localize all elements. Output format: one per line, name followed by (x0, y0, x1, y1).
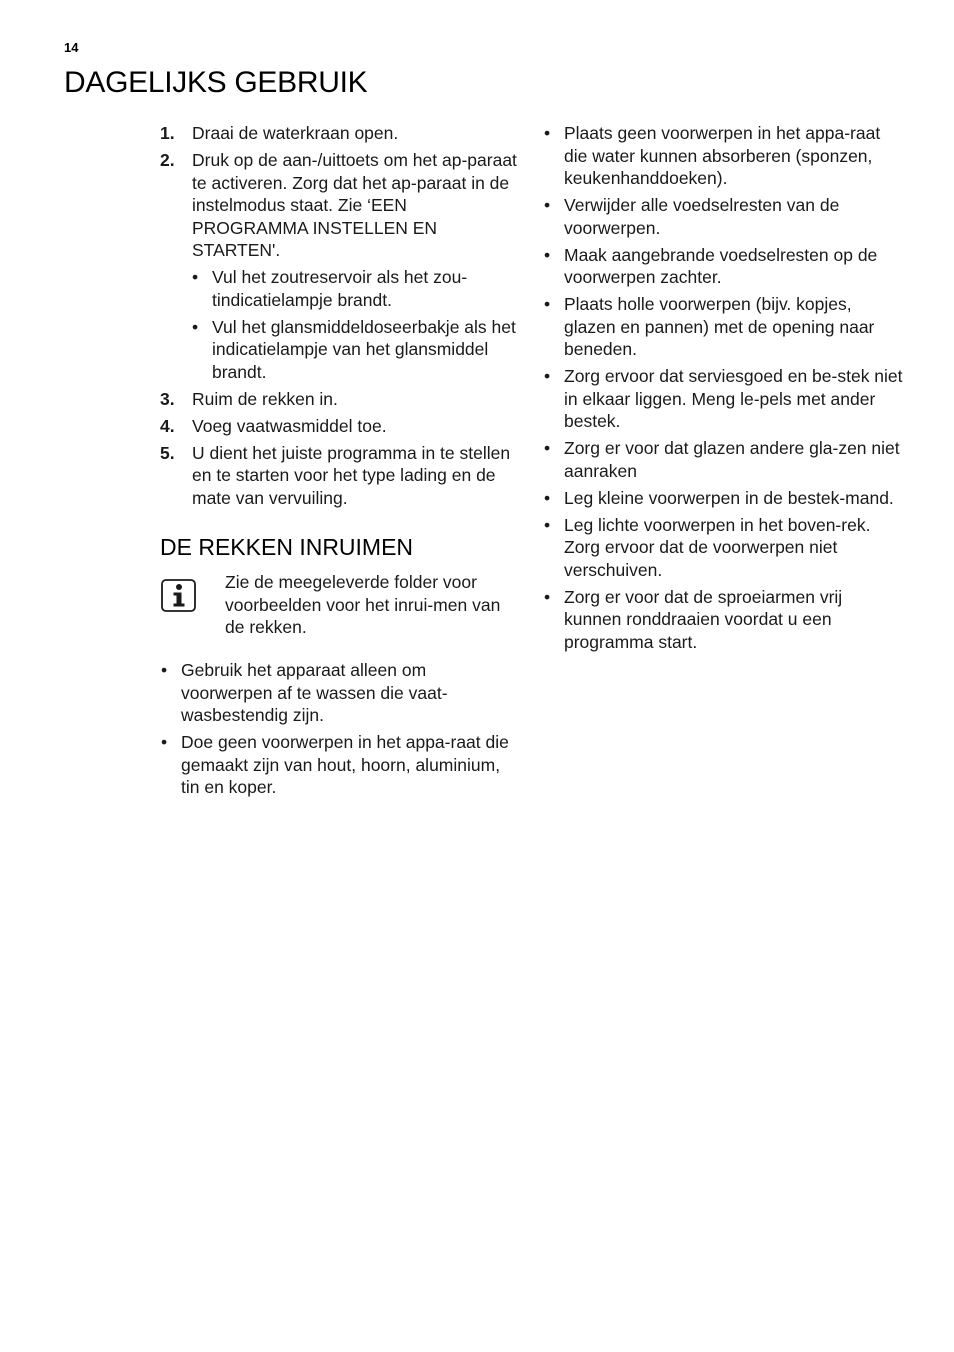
sub-item-text: Vul het glansmiddeldoseerbakje als het indicatielampje van het glansmiddel brandt. (212, 316, 516, 382)
bullet-text: Doe geen voorwerpen in het appa-raat die gemaakt zijn van hout, hoorn, aluminium, tin en koper. (181, 732, 509, 797)
sub-list-item (192, 316, 520, 384)
bullet-text: Leg lichte voorwerpen in het boven-rek. Zorg ervoor dat de voorwerpen niet verschuiven. (564, 514, 871, 580)
step-text: U dient het juiste programma in te stellen en te starten voor het type lading en de mate van vervuiling. (192, 442, 511, 508)
step-item (160, 388, 520, 411)
step-text: Druk op de aan-/uittoets om het ap-paraat te activeren. Zorg dat het ap-paraat in de instelmodus staat. Zie ‘EEN PROGRAMMA INSTELLEN EN STARTEN'. (192, 150, 517, 260)
info-icon (161, 579, 196, 612)
section-title: DE REKKEN INRUIMEN (160, 534, 414, 560)
steps-list (160, 122, 520, 509)
bullet-text: Leg kleine voorwerpen in de bestek-mand. (564, 487, 894, 508)
step-item (160, 149, 520, 383)
bullet-item (160, 659, 520, 727)
bullet-icon: • (544, 294, 551, 314)
step-number: 4. (160, 415, 175, 436)
step-item (160, 415, 520, 438)
right-column (543, 122, 903, 658)
step-number: 3. (160, 388, 175, 409)
bullet-icon: • (544, 195, 551, 215)
bullet-icon: • (161, 660, 168, 680)
right-bullet-list (543, 122, 903, 653)
step-sub-list (192, 266, 520, 383)
bullet-icon: • (544, 586, 551, 607)
step-item (160, 442, 520, 510)
page-number: 14 (64, 40, 79, 55)
bullet-icon: • (192, 316, 199, 337)
bullet-text: Zorg ervoor dat serviesgoed en be-stek niet in elkaar liggen. Meng le-pels met ander bestek. (564, 366, 903, 431)
bullet-icon: • (544, 244, 551, 265)
step-number: 1. (160, 123, 175, 143)
info-note (160, 571, 520, 639)
step-text: Voeg vaatwasmiddel toe. (192, 415, 387, 436)
bullet-item (543, 122, 903, 190)
step-text: Draai de waterkraan open. (192, 123, 399, 143)
bullet-icon: • (161, 732, 168, 752)
sub-item-text: Vul het zoutreservoir als het zou-tindicatielampje brandt. (212, 267, 468, 310)
left-bullet-list (160, 659, 520, 799)
bullet-text: Maak aangebrande voedselresten op de voorwerpen zachter. (564, 244, 878, 287)
bullet-icon: • (544, 366, 551, 386)
bullet-item (543, 293, 903, 361)
step-number: 2. (160, 150, 175, 170)
bullet-text: Zorg er voor dat glazen andere gla-zen niet aanraken (564, 438, 900, 481)
bullet-item (543, 437, 903, 482)
bullet-item (543, 194, 903, 239)
bullet-item (543, 244, 903, 289)
bullet-text: Gebruik het apparaat alleen om voorwerpen af te wassen die vaat-wasbestendig zijn. (181, 660, 448, 725)
page-title: DAGELIJKS GEBRUIK (64, 66, 368, 99)
bullet-item (543, 514, 903, 582)
bullet-text: Plaats geen voorwerpen in het appa-raat die water kunnen absorberen (sponzen, keukenhanddoeken). (564, 123, 881, 188)
step-text: Ruim de rekken in. (192, 388, 338, 409)
step-number: 5. (160, 442, 175, 463)
bullet-item (543, 586, 903, 654)
bullet-text: Plaats holle voorwerpen (bijv. kopjes, glazen en pannen) met de opening naar beneden. (564, 294, 875, 359)
bullet-text: Verwijder alle voedselresten van de voorwerpen. (564, 195, 840, 238)
bullet-icon: • (544, 514, 551, 535)
bullet-item (543, 365, 903, 433)
bullet-icon: • (544, 438, 551, 458)
bullet-icon: • (192, 267, 199, 287)
step-item (160, 122, 520, 145)
bullet-icon: • (544, 123, 551, 143)
note-text: Zie de meegeleverde folder voor voorbeelden voor het inrui-men van de rekken. (225, 572, 501, 637)
bullet-text: Zorg er voor dat de sproeiarmen vrij kunnen ronddraaien voordat u een programma start. (564, 586, 843, 652)
bullet-item (160, 731, 520, 799)
left-column (160, 122, 520, 803)
sub-list-item (192, 266, 520, 311)
bullet-icon: • (544, 487, 551, 508)
bullet-item (543, 487, 903, 510)
